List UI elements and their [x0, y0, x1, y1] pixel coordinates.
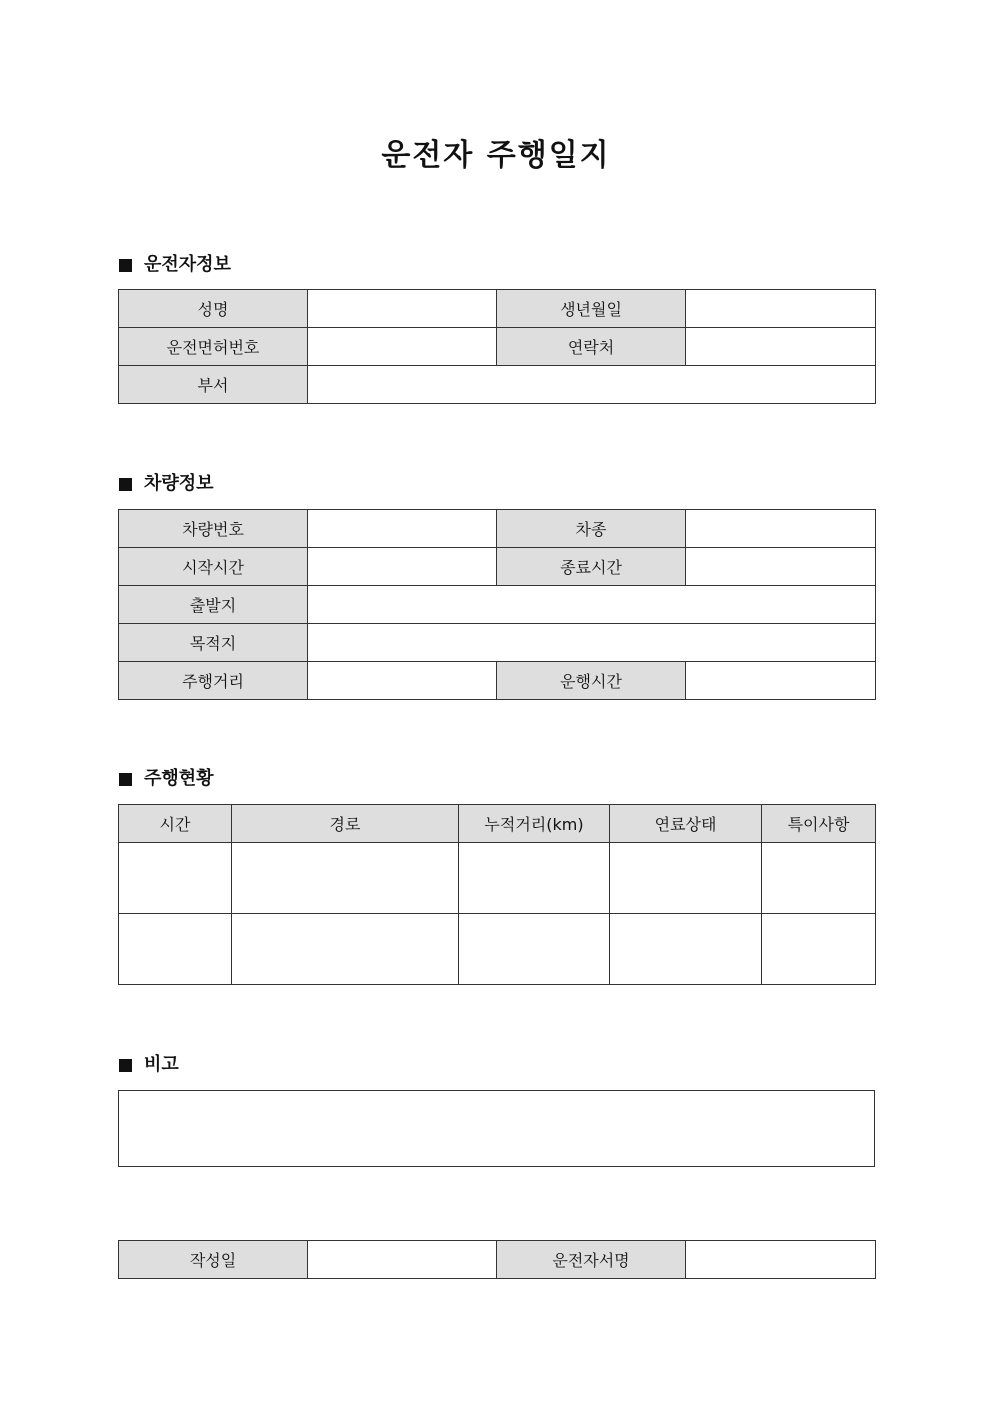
name-label: 성명 — [119, 290, 308, 328]
route-cell[interactable] — [232, 843, 459, 914]
table-row — [119, 843, 876, 914]
destination-label: 목적지 — [119, 624, 308, 662]
distance-label: 주행거리 — [119, 662, 308, 700]
time-cell[interactable] — [119, 914, 232, 985]
table-row — [119, 510, 876, 548]
fuel-status-cell[interactable] — [610, 843, 762, 914]
table-row — [119, 586, 876, 624]
driving-log-heading-text: 주행현황 — [144, 768, 214, 789]
driving-log-table — [118, 804, 876, 985]
column-header-route: 경로 — [232, 805, 459, 843]
square-bullet-icon — [119, 259, 132, 272]
driver-info-heading-text: 운전자정보 — [144, 254, 231, 275]
notes-cell[interactable] — [762, 914, 876, 985]
column-header-cumulative-distance: 누적거리(km) — [459, 805, 610, 843]
column-header-notes: 특이사항 — [762, 805, 876, 843]
fuel-status-cell[interactable] — [610, 914, 762, 985]
plate-number-field[interactable] — [308, 510, 497, 548]
cumulative-distance-cell[interactable] — [459, 843, 610, 914]
duration-field[interactable] — [686, 662, 876, 700]
department-field[interactable] — [308, 366, 876, 404]
vehicle-info-heading-text: 차량정보 — [144, 473, 214, 494]
vehicle-info-table — [118, 509, 876, 700]
driver-signature-label: 운전자서명 — [497, 1241, 686, 1279]
driving-log-heading — [119, 767, 214, 791]
signature-table — [118, 1240, 876, 1279]
table-header-row — [119, 805, 876, 843]
square-bullet-icon — [119, 1059, 132, 1072]
start-time-label: 시작시간 — [119, 548, 308, 586]
table-row — [119, 662, 876, 700]
table-row — [119, 548, 876, 586]
vehicle-model-label: 차종 — [497, 510, 686, 548]
remarks-field[interactable] — [118, 1090, 875, 1167]
end-time-label: 종료시간 — [497, 548, 686, 586]
document-title: 운전자 주행일지 — [381, 138, 611, 173]
origin-label: 출발지 — [119, 586, 308, 624]
route-cell[interactable] — [232, 914, 459, 985]
license-number-label: 운전면허번호 — [119, 328, 308, 366]
destination-field[interactable] — [308, 624, 876, 662]
plate-number-label: 차량번호 — [119, 510, 308, 548]
square-bullet-icon — [119, 478, 132, 491]
birthdate-field[interactable] — [686, 290, 876, 328]
driver-signature-field[interactable] — [686, 1241, 876, 1279]
driver-info-table — [118, 289, 876, 404]
duration-label: 운행시간 — [497, 662, 686, 700]
driver-info-heading — [119, 253, 231, 277]
time-cell[interactable] — [119, 843, 232, 914]
cumulative-distance-cell[interactable] — [459, 914, 610, 985]
distance-field[interactable] — [308, 662, 497, 700]
origin-field[interactable] — [308, 586, 876, 624]
table-row — [119, 1241, 876, 1279]
column-header-time: 시간 — [119, 805, 232, 843]
birthdate-label: 생년월일 — [497, 290, 686, 328]
table-row — [119, 914, 876, 985]
table-row — [119, 290, 876, 328]
department-label: 부서 — [119, 366, 308, 404]
vehicle-model-field[interactable] — [686, 510, 876, 548]
start-time-field[interactable] — [308, 548, 497, 586]
remarks-heading — [119, 1053, 179, 1077]
square-bullet-icon — [119, 773, 132, 786]
column-header-fuel-status: 연료상태 — [610, 805, 762, 843]
end-time-field[interactable] — [686, 548, 876, 586]
notes-cell[interactable] — [762, 843, 876, 914]
remarks-heading-text: 비고 — [144, 1054, 179, 1075]
contact-label: 연락처 — [497, 328, 686, 366]
license-number-field[interactable] — [308, 328, 497, 366]
name-field[interactable] — [308, 290, 497, 328]
contact-field[interactable] — [686, 328, 876, 366]
table-row — [119, 328, 876, 366]
date-written-label: 작성일 — [119, 1241, 308, 1279]
date-written-field[interactable] — [308, 1241, 497, 1279]
vehicle-info-heading — [119, 472, 214, 496]
table-row — [119, 624, 876, 662]
table-row — [119, 366, 876, 404]
